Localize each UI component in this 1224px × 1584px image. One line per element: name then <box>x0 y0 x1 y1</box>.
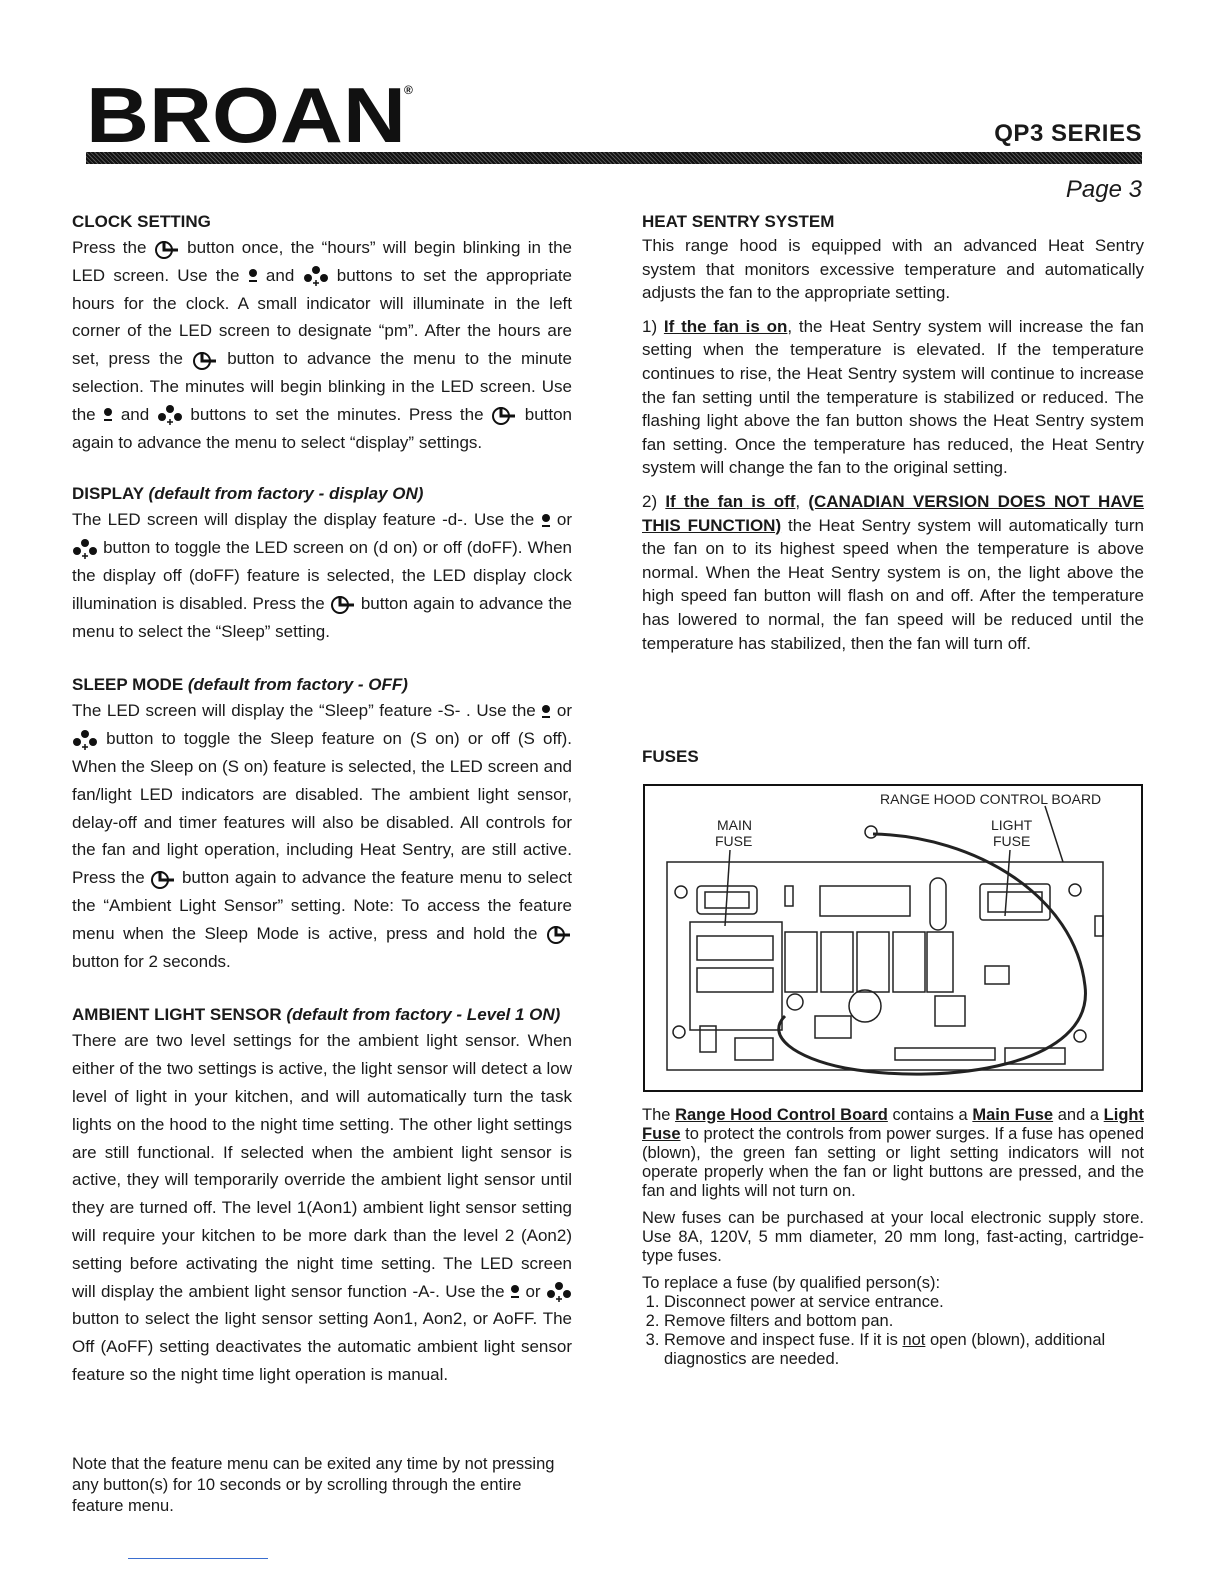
sleep-mode-text: The LED screen will display the “Sleep” feature -S- . Use the or button to toggle the Sleep feature on (S on) or off (S off). When the Sleep on (S on) feature is selected, the LED screen and fan/light LED indicators are disabled. The ambient light sensor, delay-off and timer features will also be disabled. All controls for the fan and light operation, including Heat Sentry, are still active. Press the button again to advance the feature menu to select the “Ambient Light Sensor” setting. Note: To access the feature menu when the Sleep Mode is active, press and hold the button for 2 seconds. <box>72 701 572 971</box>
minus-button-icon <box>541 512 551 530</box>
menu-button-icon <box>330 593 356 615</box>
plus-button-icon <box>546 1281 572 1303</box>
header-rule <box>86 152 1142 164</box>
left-column <box>72 210 572 1389</box>
feature-menu-note <box>72 1454 572 1517</box>
sleep-mode-heading: SLEEP MODE (default from factory - OFF) <box>72 675 408 695</box>
footer-line <box>128 1558 268 1559</box>
clock-setting-heading: CLOCK SETTING <box>72 212 211 231</box>
step-item: 3. Remove and inspect fuse. If it is not open (blown), additional diagnostics are needed. <box>664 1331 1144 1369</box>
minus-button-icon <box>248 267 258 285</box>
menu-button-icon <box>546 923 572 945</box>
note-text: Note that the feature menu can be exited any time by not pressing any button(s) for 10 seconds or by scrolling through the entire feature menu. <box>72 1455 555 1515</box>
clock-setting-text: Press the button once, the “hours” will begin blinking in the LED screen. Use the and buttons to set the appropriate hours for the clock. A small indicator will illuminate in the left corner of the LED screen to designate “pm”. After the hours are set, press the button to advance the menu to the minute selection. The minutes will begin blinking in the LED screen. Use the and buttons to set the minutes. Press the button again to advance the menu to select “display” settings. <box>72 238 573 452</box>
display-text: The LED screen will display the display feature -d-. Use the or button to toggle the LED screen on (d on) or off (doFF). When the display off (doFF) feature is selected, the LED display clock illumination is disabled. Press the button again to advance the menu to select the “Sleep” setting. <box>72 510 573 641</box>
fuses-paragraph-2: New fuses can be purchased at your local electronic supply store. Use 8A, 120V, 5 mm diameter, 20 mm long, fast-acting, cartridge-type fuses. <box>642 1209 1144 1265</box>
heat-sentry-intro: This range hood is equipped with an advanced Heat Sentry system that monitors excessive temperature and automatically adjusts the fan to the appropriate setting. <box>642 236 1144 303</box>
minus-button-icon <box>103 406 113 424</box>
plus-button-icon <box>72 538 98 560</box>
step-item: 1. Disconnect power at service entrance. <box>664 1293 1144 1312</box>
fuses-heading: FUSES <box>642 747 699 767</box>
control-board-drawing <box>645 786 1141 1090</box>
board-label: RANGE HOOD CONTROL BOARD <box>880 791 1102 807</box>
brand-text: BROAN <box>86 82 406 146</box>
control-board-diagram <box>643 784 1143 1092</box>
plus-button-icon <box>157 404 183 426</box>
menu-button-icon <box>150 868 176 890</box>
heat-sentry-fan-off: 2) If the fan is off, (CANADIAN VERSION DOES NOT HAVE THIS FUNCTION) the Heat Sentry system will automatically turn the fan on to its highest speed when the temperature is above normal. When the Heat Sentry system is on, the light above the high speed fan button will flash on and off. After the temperature has lowered to normal, the fan speed will be reduced until the temperature has stabilized, then the fan will turn off. <box>642 491 1145 653</box>
display-heading: DISPLAY (default from factory - display ON) <box>72 484 424 504</box>
plus-button-icon <box>303 265 329 287</box>
step-item: 2. Remove filters and bottom pan. <box>664 1312 1144 1331</box>
main-fuse-label-1: MAIN <box>717 817 752 833</box>
series-title: QP3 SERIES <box>994 120 1142 147</box>
heat-sentry-heading: HEAT SENTRY SYSTEM <box>642 212 835 231</box>
fuses-paragraph-3: To replace a fuse (by qualified person(s): <box>642 1274 941 1292</box>
ambient-light-heading: AMBIENT LIGHT SENSOR (default from factory - Level 1 ON) <box>72 1005 561 1025</box>
menu-button-icon <box>491 404 517 426</box>
fuses-text <box>642 1106 1144 1369</box>
fuse-replacement-steps <box>642 1293 1144 1369</box>
broan-logo <box>86 82 416 146</box>
registered-mark: ® <box>404 83 413 97</box>
minus-button-icon <box>510 1283 520 1301</box>
main-fuse-label-2: FUSE <box>715 833 753 849</box>
plus-button-icon <box>72 729 98 751</box>
menu-button-icon <box>192 349 218 371</box>
fuses-paragraph-1: The Range Hood Control Board contains a Main Fuse and a Light Fuse to protect the controls from power surges. If a fuse has opened (blown), the green fan setting or light setting indicators will not operate properly when the fan or light buttons are pressed, and the fan and lights will not turn on. <box>642 1106 1144 1200</box>
heat-sentry-fan-on: 1) If the fan is on, the Heat Sentry system will increase the fan setting when the temperature is elevated. If the temperature continues to rise, the Heat Sentry system will continue to increase the fan setting until the temperature is stabilized or reduced. The flashing light above the fan button shows the Heat Sentry system fan setting. Once the temperature has reduced, the Heat Sentry system will change the fan to the original setting. <box>642 316 1144 478</box>
light-fuse-label-1: LIGHT <box>991 817 1033 833</box>
right-column <box>642 210 1144 769</box>
page-number: Page 3 <box>1065 176 1142 203</box>
light-fuse-label-2: FUSE <box>993 833 1031 849</box>
ambient-light-text: There are two level settings for the ambient light sensor. When either of the two settings is active, the light sensor will detect a low level of light in your kitchen, and will automatically turn the task lights on the hood to the night time setting. The other light settings are still functional. If selected when the ambient light sensor is active, they will temporarily override the ambient light sensor until they are turned off. The level 1(Aon1) ambient light sensor setting will require your kitchen to be more dark than the level 2 (Aon2) setting before activating the night time setting. The LED screen will display the ambient light sensor function -A-. Use the or button to select the light sensor setting Aon1, Aon2, or AoFF. The Off (AoFF) setting deactivates the automatic ambient light sensor feature so the night time light operation is manual. <box>72 1031 572 1384</box>
menu-button-icon <box>154 238 180 260</box>
minus-button-icon <box>541 703 551 721</box>
